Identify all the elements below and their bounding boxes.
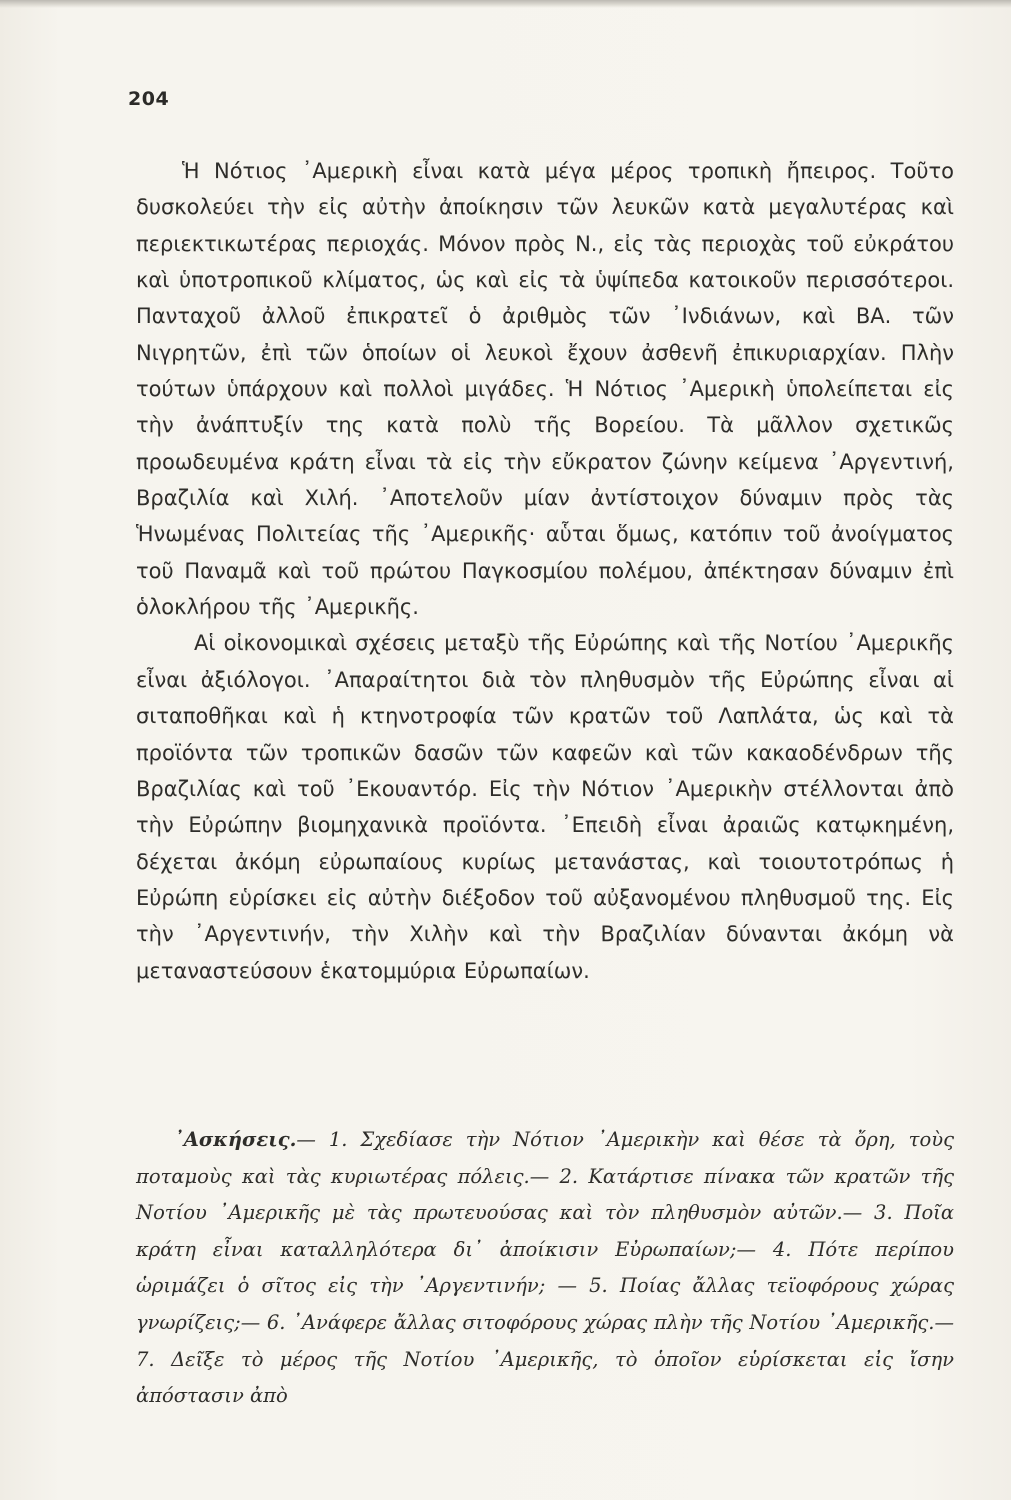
body-text	[136, 153, 954, 989]
page-number: 204	[128, 88, 170, 110]
paragraph-economic-relations: Αἱ οἰκονομικαὶ σχέσεις μεταξὺ τῆς Εὐρώπης καὶ τῆς Νοτίου ᾿Αμερικῆς εἶναι ἀξιόλογοι. ᾿Απαραίτητοι διὰ τὸν πληθυσμὸν τῆς Εὐρώπης εἶναι αἱ σιταποθῆκαι καὶ ἡ κτηνοτροφία τῶν κρατῶν τοῦ Λαπλάτα, ὡς καὶ τὰ προϊόντα τῶν τροπικῶν δασῶν τῶν καφεῶν καὶ τῶν κακαοδένδρων τῆς Βραζιλίας καὶ τοῦ ᾿Εκουαντόρ. Εἰς τὴν Νότιον ᾿Αμερικὴν στέλλονται ἀπὸ τὴν Εὐρώπην βιομηχανικὰ προϊόντα. ᾿Επειδὴ εἶναι ἀραιῶς κατῳκημένη, δέχεται ἀκόμη εὐρωπαίους κυρίως μετανάστας, καὶ τοιουτοτρόπως ἡ Εὐρώπη εὑρίσκει εἰς αὐτὴν διέξοδον τοῦ αὐξανομένου πληθυσμοῦ της. Εἰς τὴν ᾿Αργεντινήν, τὴν Χιλὴν καὶ τὴν Βραζιλίαν δύνανται ἀκόμη νὰ μεταναστεύσουν ἑκατομμύρια Εὐρωπαίων.	[136, 631, 954, 983]
paragraph-south-america-overview: Ἡ Νότιος ᾿Αμερικὴ εἶναι κατὰ μέγα μέρος τροπικὴ ἤπειρος. Τοῦτο δυσκολεύει τὴν εἰς αὐτὴν ἀποίκησιν τῶν λευκῶν κατὰ μεγαλυτέρας καὶ περιεκτικωτέρας περιοχάς. Μόνον πρὸς Ν., εἰς τὰς περιοχὰς τοῦ εὐκράτου καὶ ὑποτροπικοῦ κλίματος, ὡς καὶ εἰς τὰ ὑψίπεδα κατοικοῦν περισσότεροι. Πανταχοῦ ἀλλοῦ ἐπικρατεῖ ὁ ἀριθμὸς τῶν ᾿Ινδιάνων, καὶ ΒΑ. τῶν Νιγρητῶν, ἐπὶ τῶν ὁποίων οἱ λευκοὶ ἔχουν ἀσθενῆ ἐπικυριαρχίαν. Πλὴν τούτων ὑπάρχουν καὶ πολλοὶ μιγάδες. Ἡ Νότιος ᾿Αμερικὴ ὑπολείπεται εἰς τὴν ἀνάπτυξίν της κατὰ πολὺ τῆς Βορείου. Τὰ μᾶλλον σχετικῶς προωδευμένα κράτη εἶναι τὰ εἰς τὴν εὔκρατον ζώνην κείμενα ᾿Αργεντινή, Βραζιλία καὶ Χιλή. ᾿Αποτελοῦν μίαν ἀντίστοιχον δύναμιν πρὸς τὰς Ἡνωμένας Πολιτείας τῆς ᾿Αμερικῆς· αὗται ὅμως, κατόπιν τοῦ ἀνοίγματος τοῦ Παναμᾶ καὶ τοῦ πρώτου Παγκοσμίου πολέμου, ἀπέκτησαν δύναμιν ἐπὶ ὁλοκλήρου τῆς ᾿Αμερικῆς.	[136, 159, 954, 620]
exercises-text: — 1. Σχεδίασε τὴν Νότιον ᾿Αμερικὴν καὶ θέσε τὰ ὄρη, τοὺς ποταμοὺς καὶ τὰς κυριωτέρας πόλεις.— 2. Κατάρτισε πίνακα τῶν κρατῶν τῆς Νοτίου ᾿Αμερικῆς μὲ τὰς πρωτευούσας καὶ τὸν πληθυσμὸν αὐτῶν.— 3. Ποῖα κράτη εἶναι καταλληλότερα δι᾿ ἀποίκισιν Εὐρωπαίων;— 4. Πότε περίπου ὡριμάζει ὁ σῖτος εἰς τὴν ᾿Αργεντινήν; — 5. Ποίας ἄλλας τεϊοφόρους χώρας γνωρίζεις;— 6. ᾿Ανάφερε ἄλλας σιτοφόρους χώρας πλὴν τῆς Νοτίου ᾿Αμερικῆς.— 7. Δεῖξε τὸ μέρος τῆς Νοτίου ᾿Αμερικῆς, τὸ ὁποῖον εὑρίσκεται εἰς ἴσην ἀπόστασιν ἀπὸ	[136, 1128, 954, 1408]
exercises-section	[136, 1122, 954, 1415]
exercises-heading: ᾿Ασκήσεις.	[174, 1128, 297, 1151]
page-top-edge	[0, 0, 1011, 8]
